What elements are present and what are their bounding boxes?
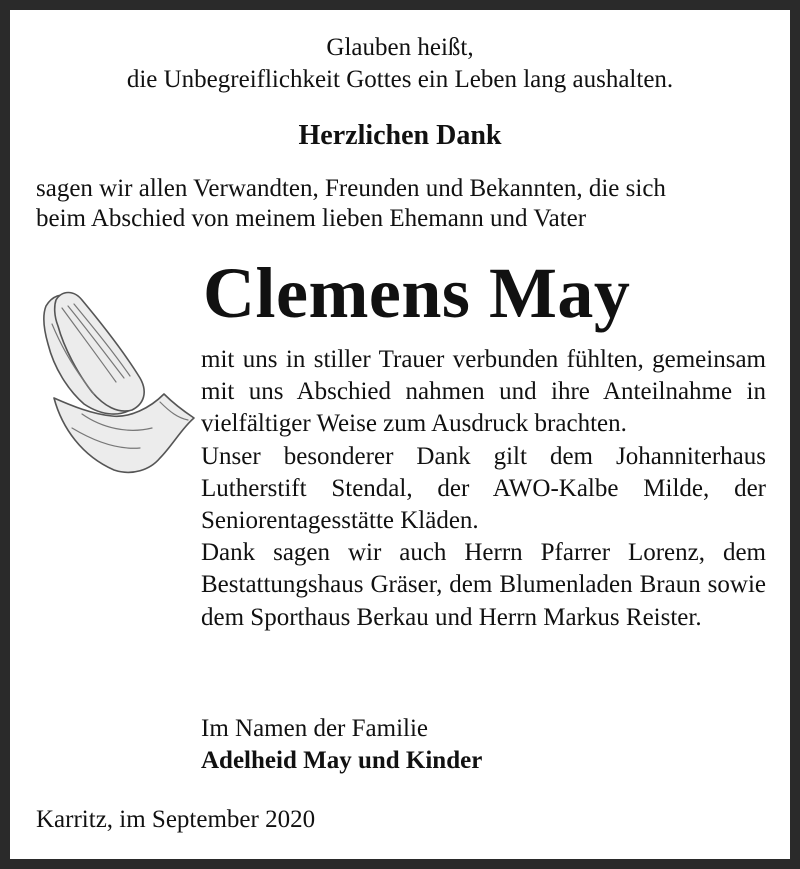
place-date: Karritz, im September 2020 — [36, 806, 316, 833]
paragraph-2: Unser besonderer Dank gilt dem Johanniterhaus Lutherstift Stendal, der AWO-Kalbe Milde, der Seniorentagesstätte Kläden. — [201, 442, 766, 535]
praying-hands-icon — [32, 278, 200, 478]
intro-line-1: sagen wir allen Verwandten, Freunden und Bekannten, die sich — [36, 175, 666, 202]
quote-line-2: die Unbegreiflichkeit Gottes ein Leben lang aushalten. — [126, 66, 674, 93]
deceased-name: Clemens May — [203, 253, 631, 333]
paragraph-1: mit uns in stiller Trauer verbunden fühlten, gemeinsam mit uns Abschied nahmen und ihre Anteilnahme in vielfältiger Weise zum Ausdruck brachten. — [201, 346, 766, 438]
quote-line-1: Glauben heißt, — [326, 34, 474, 61]
thanks-message — [201, 344, 766, 634]
intro-line-2: beim Abschied von meinem lieben Ehemann und Vater — [36, 205, 587, 232]
signature-prefix: Im Namen der Familie — [201, 715, 429, 742]
obituary-card — [10, 10, 790, 859]
signature-names: Adelheid May und Kinder — [201, 747, 483, 774]
paragraph-3: Dank sagen wir auch Herrn Pfarrer Lorenz, dem Bestattungshaus Gräser, dem Blumenladen Braun sowie dem Sporthaus Berkau und Herrn Markus Reister. — [201, 539, 766, 631]
thanks-heading: Herzlichen Dank — [298, 120, 502, 151]
